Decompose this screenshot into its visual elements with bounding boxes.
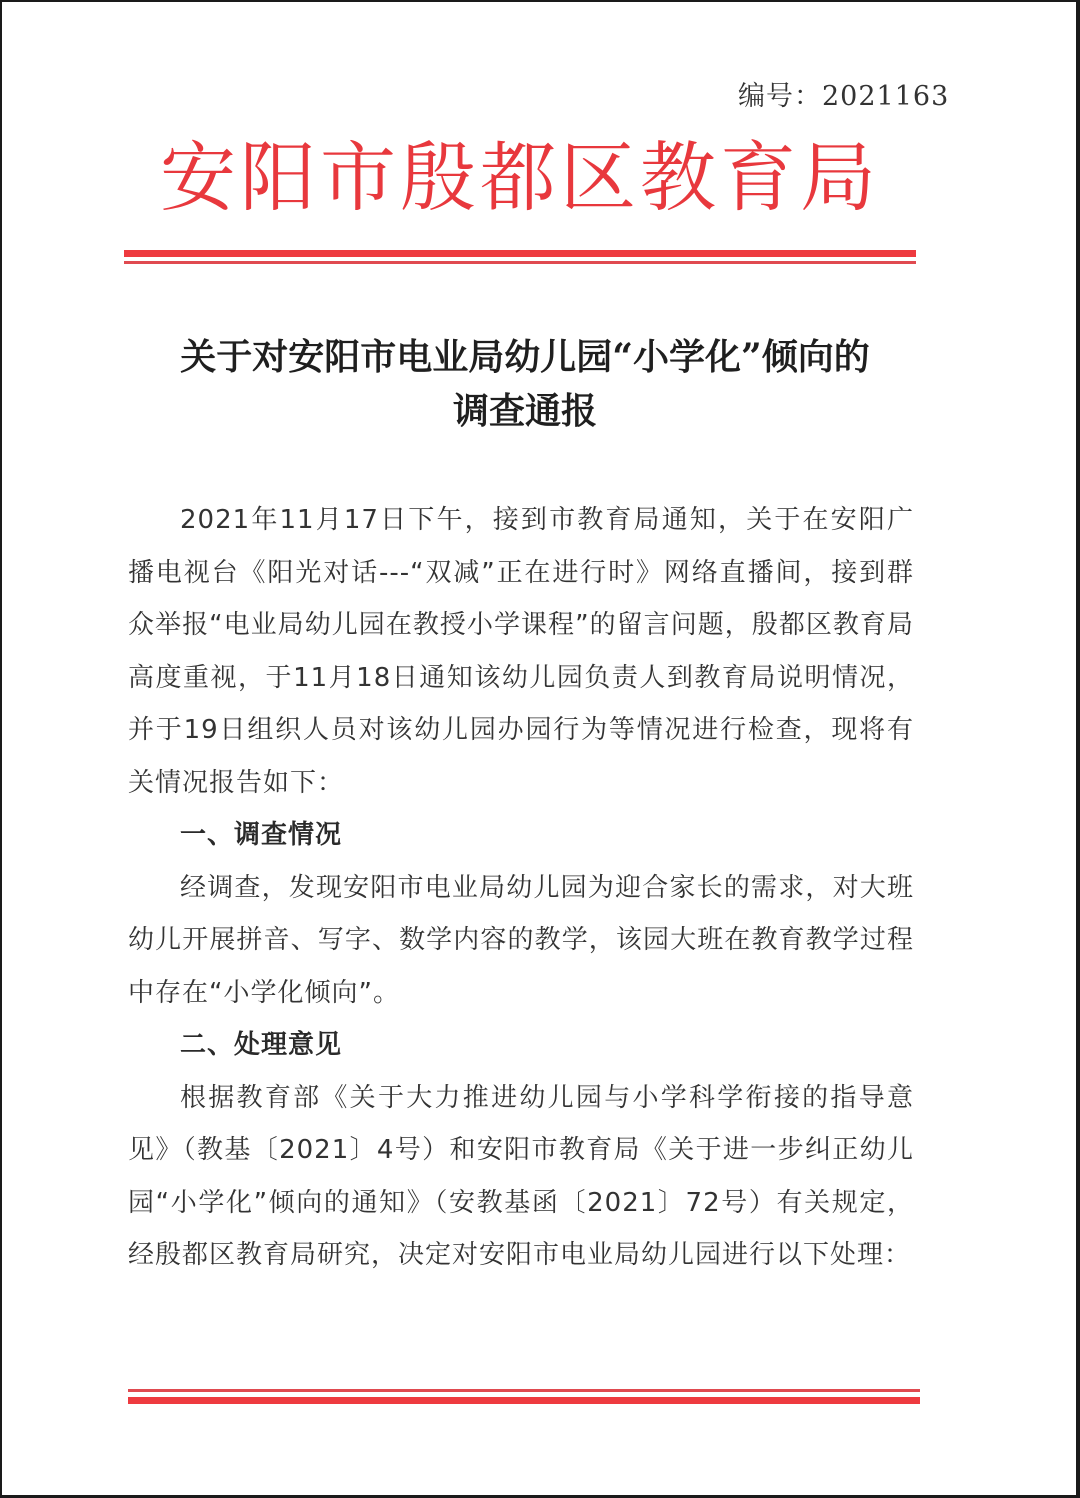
header-red-rule-thin bbox=[124, 261, 916, 264]
footer-red-rule-thin bbox=[128, 1389, 920, 1392]
section-paragraph-investigation: 经调查，发现安阳市电业局幼儿园为迎合家长的需求，对大班幼儿开展拼音、写字、数学内容的教学，该园大班在教育教学过程中存在“小学化倾向”。 bbox=[128, 872, 914, 1008]
section-heading-investigation: 一、调查情况 bbox=[180, 820, 343, 850]
title-line-1: 关于对安阳市电业局幼儿园“小学化”倾向的 bbox=[180, 336, 870, 378]
section-heading-handling: 二、处理意见 bbox=[180, 1030, 343, 1060]
footer-red-rule-thick bbox=[128, 1397, 920, 1404]
document-body bbox=[128, 494, 914, 1282]
header-red-rule-thick bbox=[124, 250, 916, 257]
document-title bbox=[120, 330, 930, 438]
issuing-organization-header: 安阳市殷都区教育局 bbox=[160, 133, 880, 222]
intro-paragraph: 2021年11月17日下午，接到市教育局通知，关于在安阳广播电视台《阳光对话---“双减”正在进行时》网络直播间，接到群众举报“电业局幼儿园在教授小学课程”的留言问题，殷都区教育局高度重视，于11月18日通知该幼儿园负责人到教育局说明情况，并于19日组织人员对该幼儿园办园行为等情况进行检查，现将有关情况报告如下： bbox=[128, 505, 914, 798]
title-line-2: 调查通报 bbox=[452, 390, 597, 432]
document-number: 编号：2021163 bbox=[738, 81, 950, 112]
section-paragraph-handling: 根据教育部《关于大力推进幼儿园与小学科学衔接的指导意见》（教基〔2021〕4号）和安阳市教育局《关于进一步纠正幼儿园“小学化”倾向的通知》（安教基函〔2021〕72号）有关规定，经殷都区教育局研究，决定对安阳市电业局幼儿园进行以下处理： bbox=[128, 1082, 914, 1270]
